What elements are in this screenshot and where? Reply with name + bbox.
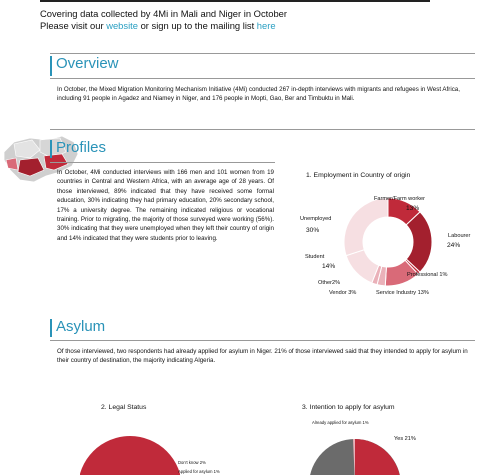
intro-line-1: Covering data collected by 4Mi in Mali and Niger in October	[40, 8, 287, 19]
asylum-title: Asylum	[56, 318, 106, 335]
website-link[interactable]: website	[106, 19, 138, 31]
top-rule	[40, 0, 430, 2]
intro-line-2: Please visit our website or sign up to the mailing list here	[40, 19, 276, 31]
intention-title: 3. Intention to apply for asylum	[302, 404, 395, 411]
intention-pie	[300, 430, 410, 475]
label-farmer: Farmer/Farm worker	[374, 196, 425, 202]
label-labourer-pct: 24%	[447, 242, 461, 249]
intro-block	[40, 8, 287, 31]
label-service: Service Industry 13%	[376, 290, 429, 296]
overview-rule-end	[50, 129, 475, 130]
intention-slice-yes	[355, 439, 400, 475]
label-unemployed-pct: 30%	[306, 227, 320, 234]
legal-status-slice-main	[80, 436, 180, 475]
overview-accent-bar	[50, 56, 52, 76]
profiles-accent-bar	[50, 140, 52, 158]
asylum-accent-bar	[50, 319, 52, 337]
profiles-text: In October, 4Mi conducted interviews with 166 men and 101 women from 19 countries in Central and Western Africa, with an average age of 28 years. Of those interviewed, 89% indicated that they have received some formal education, 30% indicating they had primary education, 20% secondary school, 17% a university degree. The remaining indicated religious or vocational training. Prior to migrating, the majority of those surveyed were working (56%). 30% indicating that they were unemployed when they left their country of origin and 14% indicated that they were students prior to leaving.	[57, 169, 274, 242]
legal-status-pie	[80, 418, 180, 475]
label-labourer: Labourer	[448, 233, 471, 239]
label-professional: Professional 1%	[407, 272, 448, 278]
mailing-list-link[interactable]: here	[256, 19, 276, 31]
donut-slice-unemployed	[344, 198, 388, 256]
label-applied-asylum: Applied for asylum 1%	[178, 469, 220, 474]
overview-rule-top	[50, 53, 475, 54]
label-vendor: Vendor 3%	[329, 290, 357, 296]
label-other: Other2%	[318, 280, 341, 286]
legal-status-title: 2. Legal Status	[101, 404, 147, 411]
label-unemployed: Unemployed	[300, 216, 332, 222]
label-student-pct: 14%	[322, 263, 336, 270]
label-farmer-pct: 13%	[406, 205, 420, 212]
label-yes: Yes 21%	[394, 436, 416, 442]
overview-rule-bottom	[50, 78, 475, 79]
label-already-applied: Already applied for asylum 1%	[312, 420, 369, 425]
label-student: Student	[305, 254, 325, 260]
profiles-title: Profiles	[56, 139, 107, 156]
donut-slice-student	[346, 250, 379, 283]
profiles-rule	[50, 162, 275, 163]
asylum-rule	[50, 340, 475, 341]
overview-text: In October, the Mixed Migration Monitoring Mechanism Initiative (4Mi) conducted 267 in-depth interviews with migrants and refugees in West Africa, including 91 people in Agadez and Niamey in Niger, and 176 people in Mopti, Gao, Ber and Timbuktu in Mali.	[57, 86, 460, 103]
employment-chart-title: 1. Employment in Country of origin	[306, 172, 411, 179]
overview-title: Overview	[56, 55, 119, 72]
label-dont-know: Don't know 2%	[178, 460, 206, 465]
asylum-text: Of those interviewed, two respondents had already applied for asylum in Niger. 21% of those interviewed said that they intended to apply for asylum in their country of destination, the majority indicating Algeria.	[57, 348, 468, 365]
